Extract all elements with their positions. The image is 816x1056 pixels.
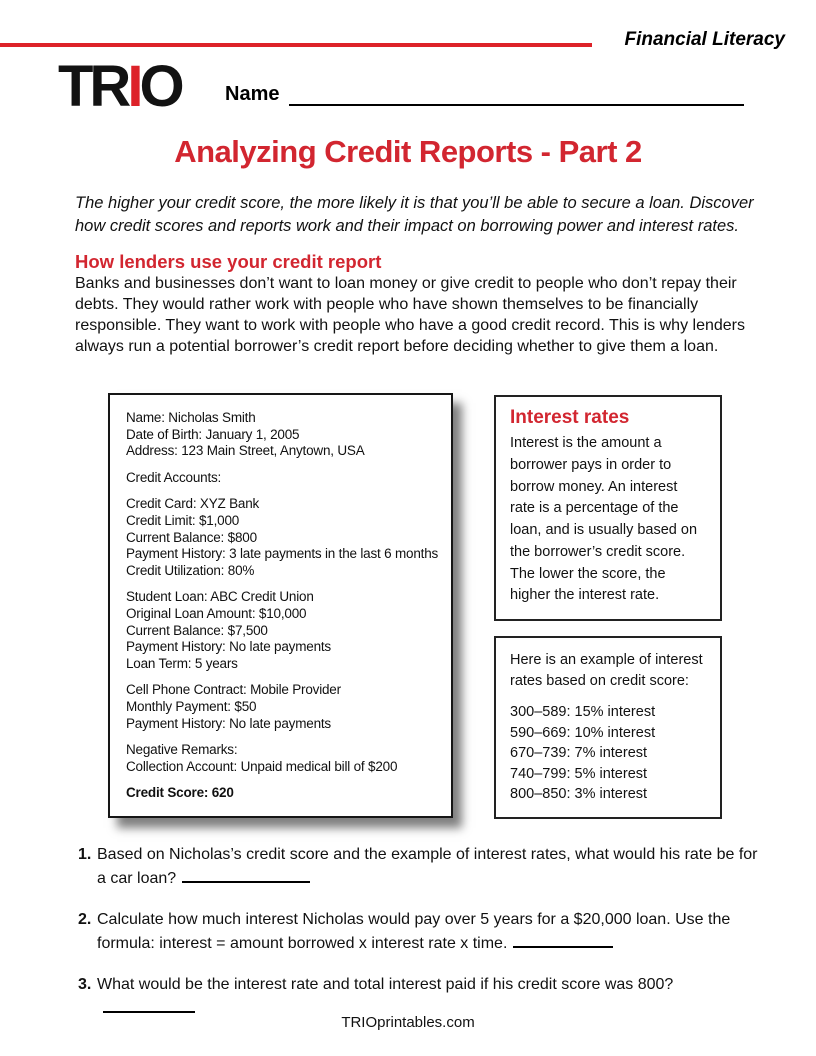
rate-line: 670–739: 7% interest	[510, 745, 648, 762]
section-body: Banks and businesses don’t want to loan money or give credit to people who don’t repay their debts. They would rather work with people who have shown themselves to be financially responsible. They want to work with people who have a good credit record. This is why lenders always run a potential borrower’s credit report before deciding whether to give them a loan.	[75, 275, 745, 355]
credit-report-line: Cell Phone Contract: Mobile Provider	[126, 682, 341, 698]
answer-blank-1[interactable]	[182, 868, 310, 883]
name-label: Name	[225, 83, 280, 105]
credit-report-line: Negative Remarks:	[126, 742, 238, 758]
question-text: Based on Nicholas’s credit score and the example of interest rates, what would his rate be for a car loan?	[97, 846, 758, 887]
rate-line: 740–799: 5% interest	[510, 765, 648, 782]
credit-report-student-loan	[126, 589, 439, 672]
credit-report-line: Current Balance: $800	[126, 529, 257, 545]
questions-section	[78, 843, 770, 1038]
credit-report-line: Credit Accounts:	[126, 469, 222, 485]
page-title: Analyzing Credit Reports - Part 2	[174, 134, 642, 169]
logo-o: O	[139, 54, 181, 119]
example-rates-box	[494, 636, 722, 819]
section-heading: How lenders use your credit report	[75, 251, 382, 272]
question-number: 2.	[78, 911, 92, 928]
credit-report-line: Credit Utilization: 80%	[126, 562, 255, 578]
name-input-line[interactable]	[289, 82, 744, 106]
answer-blank-2[interactable]	[513, 933, 613, 948]
credit-report-line: Payment History: 3 late payments in the last 6 months	[126, 546, 439, 562]
credit-report-line: Date of Birth: January 1, 2005	[126, 426, 300, 442]
credit-report-line: Loan Term: 5 years	[126, 655, 238, 671]
trio-logo	[58, 54, 181, 119]
credit-report-line: Collection Account: Unpaid medical bill of $200	[126, 758, 398, 774]
question-text: Calculate how much interest Nicholas would pay over 5 years for a $20,000 loan. Use the formula: interest = amount borrowed x interest rate x time.	[97, 911, 731, 952]
footer-site-label: TRIOprintables.com	[341, 1014, 475, 1031]
credit-report-line: Student Loan: ABC Credit Union	[126, 589, 314, 605]
interest-rates-body: Interest is the amount a borrower pays in order to borrow money. An interest rate is a percentage of the loan, and is usually based on the borrower’s credit score. The lower the score, the higher the interest rate.	[510, 435, 698, 604]
credit-report-line: Current Balance: $7,500	[126, 622, 268, 638]
rate-list	[510, 702, 708, 805]
credit-report-line: Monthly Payment: $50	[126, 698, 257, 714]
credit-report-negative-remarks	[126, 742, 439, 775]
question-2	[78, 908, 770, 956]
credit-report-cell-phone	[126, 682, 439, 732]
credit-report-line: Address: 123 Main Street, Anytown, USA	[126, 443, 365, 459]
name-row	[225, 82, 744, 106]
interest-rates-heading: Interest rates	[510, 407, 630, 428]
intro-text: The higher your credit score, the more likely it is that you’ll be able to secure a loan. Discover how credit scores and reports work and their impact on borrowing power and interest rates.	[75, 194, 754, 235]
credit-report-line: Credit Limit: $1,000	[126, 512, 240, 528]
logo-tr: TR	[58, 54, 128, 119]
credit-report-line: Payment History: No late payments	[126, 715, 331, 731]
credit-report-line: Original Loan Amount: $10,000	[126, 605, 307, 621]
rate-line: 300–589: 15% interest	[510, 704, 656, 721]
credit-report-accounts-label	[126, 470, 439, 487]
example-rates-intro: Here is an example of interest rates based on credit score:	[510, 652, 703, 689]
credit-score-line: Credit Score: 620	[126, 785, 234, 801]
credit-report-line: Credit Card: XYZ Bank	[126, 496, 260, 512]
header-rule	[0, 43, 592, 47]
rate-line: 590–669: 10% interest	[510, 724, 656, 741]
category-label: Financial Literacy	[624, 29, 785, 50]
interest-rates-box	[494, 395, 722, 621]
question-1	[78, 843, 770, 891]
rate-line: 800–850: 3% interest	[510, 786, 648, 803]
credit-report-credit-card	[126, 496, 439, 579]
credit-report-box	[108, 393, 453, 818]
sidebar-column	[494, 395, 722, 819]
question-number: 1.	[78, 846, 92, 863]
credit-report-score	[126, 785, 439, 802]
question-number: 3.	[78, 976, 92, 993]
credit-report-personal	[126, 410, 439, 460]
logo-i: I	[127, 54, 140, 119]
credit-report-line: Name: Nicholas Smith	[126, 410, 256, 425]
answer-blank-3[interactable]	[103, 998, 195, 1013]
credit-report-line: Payment History: No late payments	[126, 639, 331, 655]
question-text: What would be the interest rate and total interest paid if his credit score was 800?	[97, 976, 674, 993]
